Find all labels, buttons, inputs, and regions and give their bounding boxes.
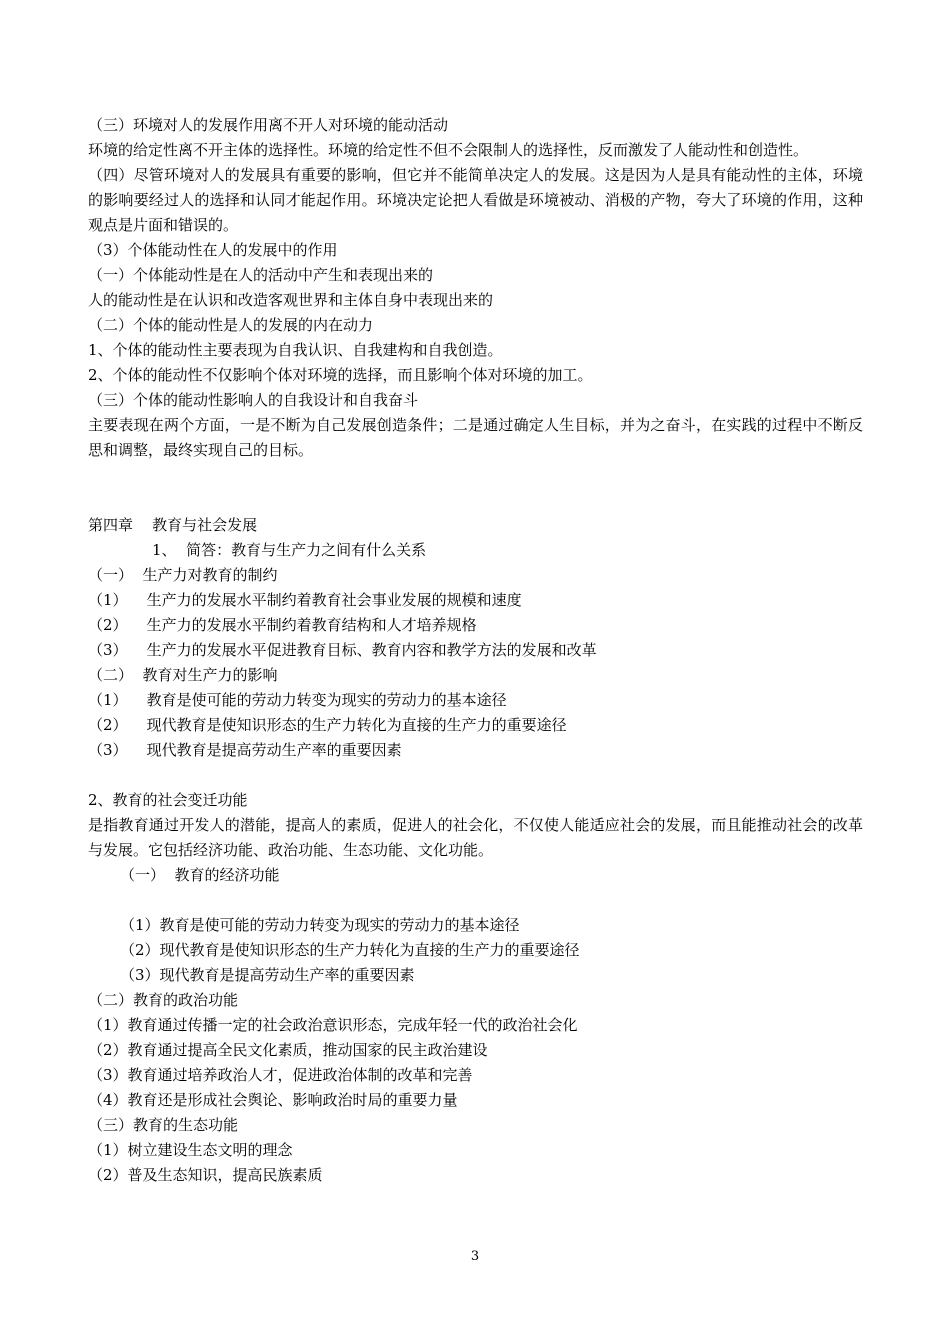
heading-individual-initiative: （3）个体能动性在人的发展中的作用 [88,241,338,259]
list-item: （2） 生产力的发展水平制约着教育结构和人才培养规格 [88,616,477,634]
list-item: （1）树立建设生态文明的理念 [88,1141,293,1159]
list-item: （3）现代教育是提高劳动生产率的重要因素 [120,966,415,984]
paragraph-self-design: 主要表现在两个方面，一是不断为自己发展创造条件；二是通过确定人生目标，并为之奋斗，在实践的过程中不断反思和调整，最终实现自己的目标。 [88,416,863,459]
heading-initiative-motive: （二）个体的能动性是人的发展的内在动力 [88,316,374,334]
list-item: （2）普及生态知识，提高民族素质 [88,1166,323,1184]
list-item-initiative-1: 1、个体的能动性主要表现为自我认识、自我建构和自我创造。 [88,341,503,359]
list-item: （2）现代教育是使知识形态的生产力转化为直接的生产力的重要途径 [120,941,580,959]
heading-education-on-productivity: （二） 教育对生产力的影响 [88,666,278,684]
heading-initiative-in-activity: （一）个体能动性是在人的活动中产生和表现出来的 [88,266,434,284]
list-item-initiative-2: 2、个体的能动性不仅影响个体对环境的选择，而且影响个体对环境的加工。 [88,366,593,384]
spacer [88,763,863,788]
heading-political-function: （二）教育的政治功能 [88,991,239,1009]
spacer [88,888,863,913]
paragraph-initiative-shown: 人的能动性是在认识和改造客观世界和主体自身中表现出来的 [88,291,494,309]
list-item: （4）教育还是形成社会舆论、影响政治时局的重要力量 [88,1091,458,1109]
document-page [88,113,863,1188]
list-item: （1） 教育是使可能的劳动力转变为现实的劳动力的基本途径 [88,691,507,709]
paragraph-env-given: 环境的给定性离不开主体的选择性。环境的给定性不但不会限制人的选择性，反而激发了人能动性和创造性。 [88,141,809,159]
question-productivity: 1、 简答：教育与生产力之间有什么关系 [152,541,427,559]
list-item: （3）教育通过培养政治人才，促进政治体制的改革和完善 [88,1066,473,1084]
list-item: （3） 生产力的发展水平促进教育目标、教育内容和教学方法的发展和改革 [88,641,597,659]
spacer [88,463,863,513]
paragraph-env-not-decisive: （四）尽管环境对人的发展具有重要的影响，但它并不能简单决定人的发展。这是因为人是具有能动性的主体，环境的影响要经过人的选择和认同才能起作用。环境决定论把人看做是环境被动、消极的产物，夸大了环境的作用，这种观点是片面和错误的。 [88,166,863,234]
list-item: （1） 生产力的发展水平制约着教育社会事业发展的规模和速度 [88,591,522,609]
page-number: 3 [470,1249,480,1264]
heading-economic-function: （一） 教育的经济功能 [120,866,280,884]
chapter-title: 第四章 教育与社会发展 [88,516,258,534]
heading-ecological-function: （三）教育的生态功能 [88,1116,239,1134]
list-item: （3） 现代教育是提高劳动生产率的重要因素 [88,741,402,759]
list-item: （2） 现代教育是使知识形态的生产力转化为直接的生产力的重要途径 [88,716,567,734]
heading-social-change-function: 2、教育的社会变迁功能 [88,791,248,809]
list-item: （2）教育通过提高全民文化素质，推动国家的民主政治建设 [88,1041,488,1059]
list-item: （1）教育是使可能的劳动力转变为现实的劳动力的基本途径 [120,916,520,934]
heading-self-design: （三）个体的能动性影响人的自我设计和自我奋斗 [88,391,419,409]
heading-env-activity: （三）环境对人的发展作用离不开人对环境的能动活动 [88,116,449,134]
heading-productivity-constraint: （一） 生产力对教育的制约 [88,566,278,584]
list-item: （1）教育通过传播一定的社会政治意识形态，完成年轻一代的政治社会化 [88,1016,578,1034]
paragraph-social-change-definition: 是指教育通过开发人的潜能，提高人的素质，促进人的社会化，不仅使人能适应社会的发展，而且能推动社会的改革与发展。它包括经济功能、政治功能、生态功能、文化功能。 [88,816,863,859]
